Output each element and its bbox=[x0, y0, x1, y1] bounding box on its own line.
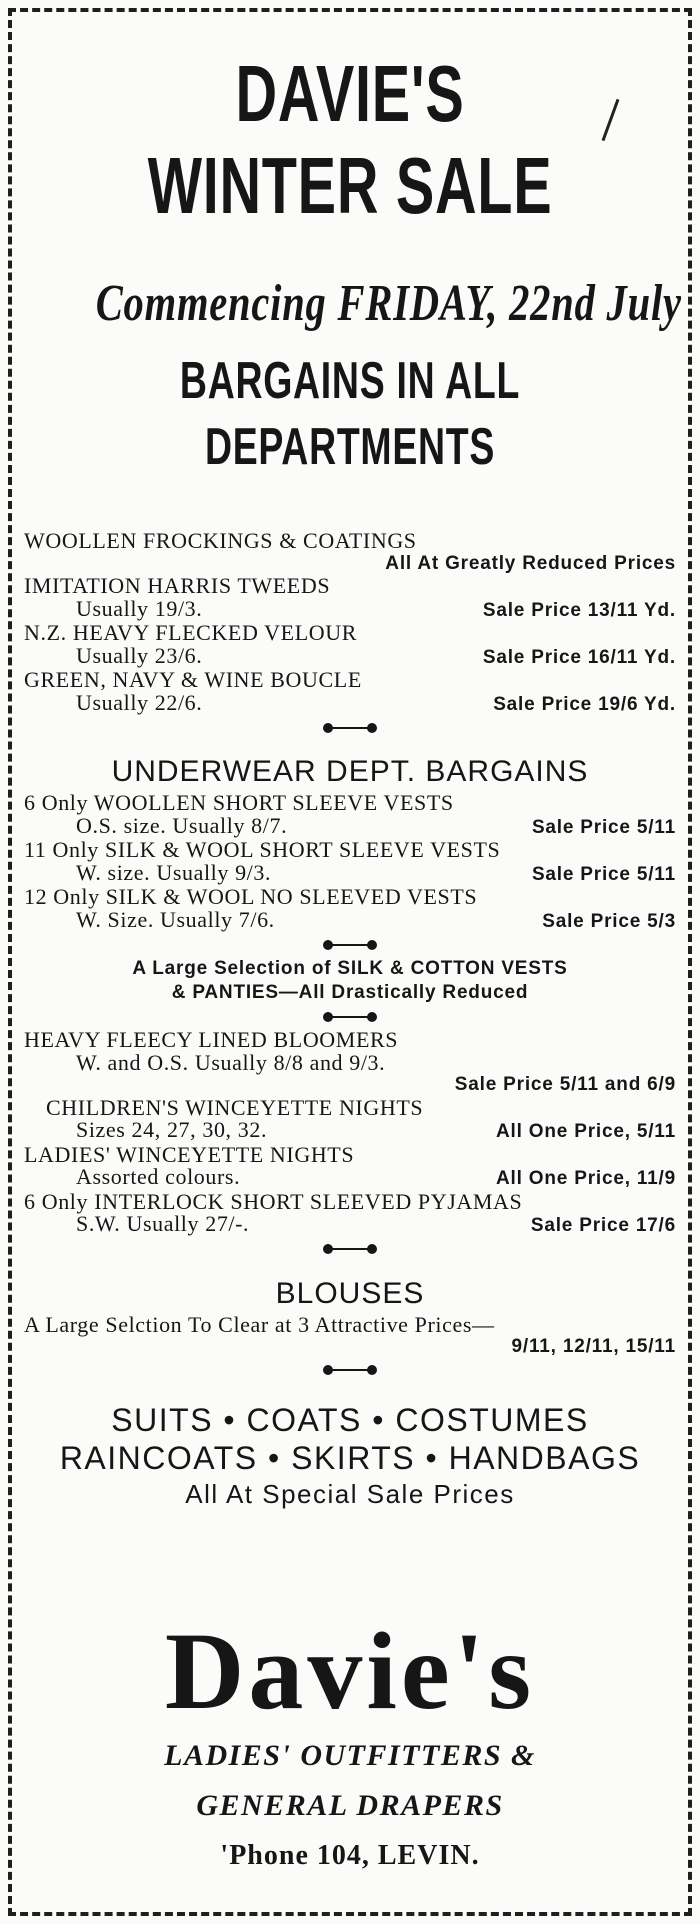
item-name: 12 Only SILK & WOOL NO SLEEVED VESTS bbox=[24, 884, 478, 909]
woollens-section bbox=[24, 530, 676, 716]
item-prices bbox=[24, 1119, 676, 1144]
vests-selection-line2: & PANTIES—All Drastically Reduced bbox=[171, 982, 529, 1003]
usual-price: S.W. Usually 27/-. bbox=[76, 1211, 250, 1236]
title-winter-sale: WINTER SALE bbox=[147, 141, 553, 230]
sale-price: All One Price, 5/11 bbox=[496, 1121, 676, 1142]
usual-price: O.S. size. Usually 8/7. bbox=[76, 812, 288, 838]
item-prices bbox=[24, 642, 676, 670]
sale-price: Sale Price 16/11 Yd. bbox=[482, 646, 676, 668]
blouses-line: A Large Selction To Clear at 3 Attractive Prices— bbox=[24, 1311, 495, 1337]
item-prices bbox=[24, 859, 676, 887]
item-prices bbox=[24, 689, 676, 717]
usual-price: Usually 22/6. bbox=[76, 689, 203, 715]
usual-price: W. and O.S. Usually 8/8 and 9/3. bbox=[76, 1049, 386, 1075]
item-prices bbox=[24, 1213, 676, 1238]
departments-heading: DEPARTMENTS bbox=[204, 418, 496, 476]
garments-line3: All At Special Sale Prices bbox=[185, 1478, 515, 1509]
blouses-heading: BLOUSES bbox=[275, 1276, 425, 1310]
underwear-heading: UNDERWEAR DEPT. BARGAINS bbox=[111, 755, 589, 788]
sale-price: Sale Price 17/6 bbox=[530, 1215, 676, 1236]
separator-ornament bbox=[24, 1005, 676, 1029]
sale-price: Sale Price 5/11 bbox=[531, 863, 676, 885]
sale-price: All One Price, 11/9 bbox=[496, 1168, 676, 1189]
separator-ornament bbox=[24, 1238, 676, 1262]
title-davies: DAVIE'S bbox=[235, 49, 465, 138]
item-name: N.Z. HEAVY FLECKED VELOUR bbox=[24, 620, 357, 645]
usual-price: W. size. Usually 9/3. bbox=[76, 859, 272, 885]
advertisement bbox=[24, 18, 682, 1881]
item-name: GREEN, NAVY & WINE BOUCLE bbox=[24, 667, 362, 692]
garments-line1: SUITS • COATS • COSTUMES bbox=[111, 1401, 589, 1438]
underwear-section bbox=[24, 792, 676, 933]
item-name: 6 Only WOOLLEN SHORT SLEEVE VESTS bbox=[24, 790, 454, 815]
usual-price: Assorted colours. bbox=[76, 1164, 241, 1189]
separator-ornament bbox=[24, 1359, 676, 1383]
blouses-prices: 9/11, 12/11, 15/11 bbox=[511, 1336, 676, 1357]
item-name: HEAVY FLEECY LINED BLOOMERS bbox=[24, 1027, 399, 1052]
frockings-note: All At Greatly Reduced Prices bbox=[385, 552, 676, 574]
sale-price: Sale Price 5/11 bbox=[531, 816, 676, 838]
usual-price: W. Size. Usually 7/6. bbox=[76, 906, 275, 932]
separator-ornament bbox=[24, 716, 676, 740]
item-name: IMITATION HARRIS TWEEDS bbox=[24, 573, 331, 598]
sale-price: Sale Price 13/11 Yd. bbox=[482, 599, 676, 621]
tagline-outfitters: LADIES' OUTFITTERS & bbox=[164, 1738, 536, 1772]
sale-price: Sale Price 5/3 bbox=[542, 910, 676, 932]
usual-price: Sizes 24, 27, 30, 32. bbox=[76, 1117, 268, 1142]
separator-ornament bbox=[24, 933, 676, 957]
nightwear-section bbox=[24, 1029, 676, 1238]
usual-price: Usually 23/6. bbox=[76, 642, 203, 668]
frockings-item: WOOLLEN FROCKINGS & COATINGS bbox=[24, 528, 417, 553]
item-name: 6 Only INTERLOCK SHORT SLEEVED PYJAMAS bbox=[24, 1188, 523, 1214]
item-prices bbox=[24, 1166, 676, 1191]
item-prices bbox=[24, 906, 676, 934]
vests-selection-line1: A Large Selection of SILK & COTTON VESTS bbox=[132, 958, 568, 979]
sale-price: Sale Price 5/11 and 6/9 bbox=[454, 1074, 676, 1095]
bargains-heading: BARGAINS IN ALL bbox=[179, 352, 521, 410]
item-name: LADIES' WINCEYETTE NIGHTS bbox=[24, 1141, 355, 1167]
phone-number: 'Phone 104, LEVIN. bbox=[220, 1839, 480, 1871]
item-name: CHILDREN'S WINCEYETTE NIGHTS bbox=[46, 1094, 424, 1120]
usual-price: Usually 19/3. bbox=[76, 595, 203, 621]
garments-line2: RAINCOATS • SKIRTS • HANDBAGS bbox=[59, 1439, 641, 1476]
commencing-date: Commencing FRIDAY, 22nd July bbox=[95, 275, 682, 332]
item-name: 11 Only SILK & WOOL SHORT SLEEVE VESTS bbox=[24, 837, 501, 862]
sale-price: Sale Price 19/6 Yd. bbox=[493, 693, 676, 715]
davies-logo: Davie's bbox=[164, 1609, 536, 1732]
item-prices bbox=[24, 812, 676, 840]
tagline-drapers: GENERAL DRAPERS bbox=[196, 1788, 504, 1822]
item-prices bbox=[24, 595, 676, 623]
